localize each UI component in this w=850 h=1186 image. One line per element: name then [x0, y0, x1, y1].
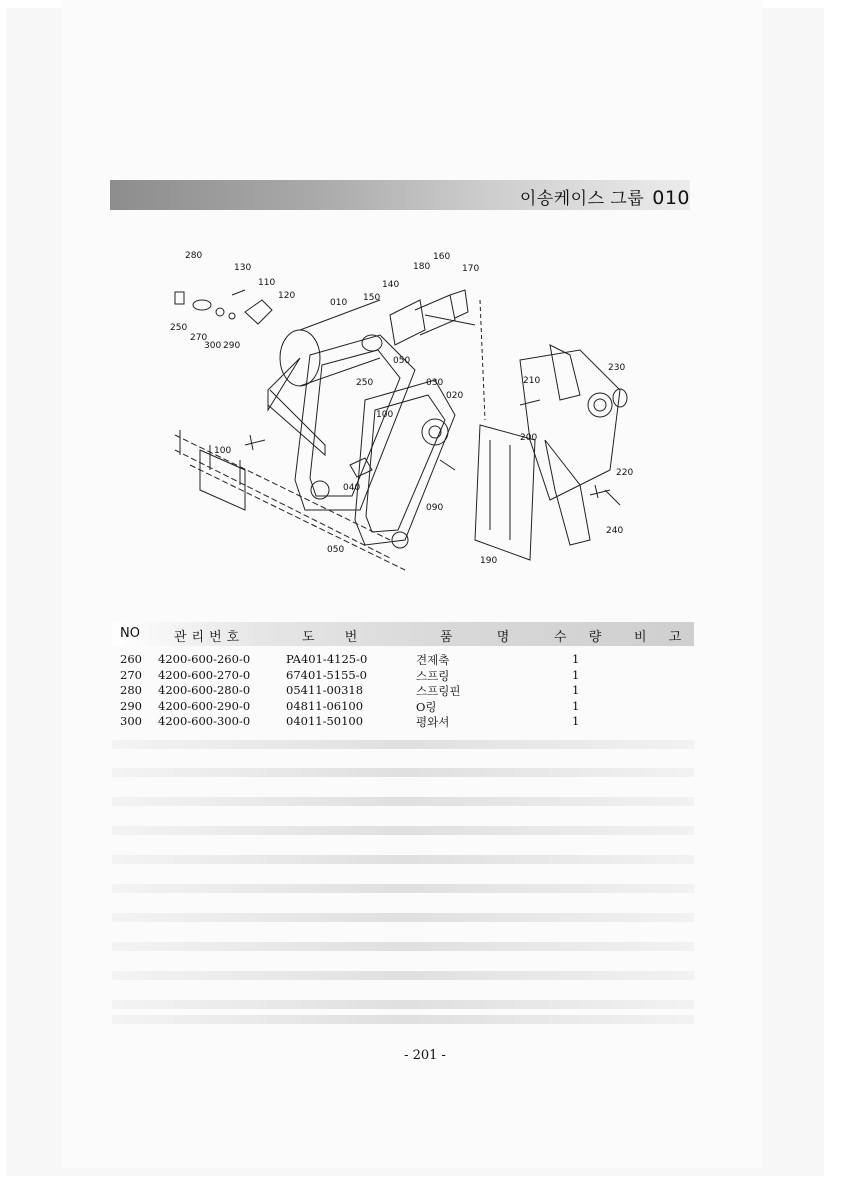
cell-drawing-no: PA401-4125-0 — [286, 652, 368, 666]
part-callout: 300 — [204, 341, 222, 351]
cell-part-no: 4200-600-280-0 — [158, 683, 251, 697]
cell-name: 평와셔 — [416, 715, 450, 729]
part-callout: 200 — [520, 433, 538, 443]
scan-artifact — [112, 855, 694, 864]
cell-no: 280 — [120, 683, 142, 697]
scan-artifact — [112, 1000, 694, 1009]
scan-artifact — [112, 826, 694, 835]
part-callout: 150 — [363, 293, 381, 303]
cell-name: 스프링 — [416, 668, 450, 683]
part-callout: 250 — [356, 378, 374, 388]
table-row — [112, 699, 694, 715]
scan-artifact — [112, 971, 694, 980]
part-callout: 220 — [616, 468, 634, 478]
col-part-no: 관리번호 — [174, 630, 245, 645]
scan-artifact — [112, 768, 694, 777]
cell-no: 300 — [120, 714, 142, 728]
page-number: - 201 - — [404, 1048, 446, 1063]
col-no: NO — [120, 626, 140, 641]
part-callout: 250 — [170, 323, 188, 333]
part-callout: 010 — [330, 298, 348, 308]
cell-qty: 1 — [572, 714, 580, 728]
part-callout: 130 — [234, 263, 252, 273]
cell-qty: 1 — [572, 683, 580, 697]
part-callout: 210 — [523, 376, 541, 386]
exploded-parts-diagram — [150, 240, 660, 595]
group-code: 010 — [652, 187, 690, 209]
cell-qty: 1 — [572, 698, 580, 713]
cell-part-no: 4200-600-270-0 — [158, 667, 251, 682]
parts-table-body — [112, 652, 694, 730]
cell-no: 260 — [120, 652, 142, 666]
cell-drawing-no: 04811-06100 — [286, 698, 364, 713]
part-callout: 140 — [382, 280, 400, 290]
table-row — [112, 714, 694, 730]
table-row — [112, 668, 694, 684]
part-callout: 170 — [462, 264, 480, 274]
table-row — [112, 683, 694, 699]
part-callout: 190 — [480, 556, 498, 566]
cell-qty: 1 — [572, 652, 580, 666]
part-callout: 100 — [214, 446, 232, 456]
part-callout: 030 — [426, 378, 444, 388]
part-callout: 290 — [223, 341, 241, 351]
scan-artifact — [112, 797, 694, 806]
cell-drawing-no: 67401-5155-0 — [286, 667, 367, 682]
cell-part-no: 4200-600-290-0 — [158, 698, 251, 713]
part-callout: 050 — [327, 545, 345, 555]
part-callout: 280 — [185, 251, 203, 261]
col-remarks: 비 고 — [634, 630, 682, 645]
cell-part-no: 4200-600-300-0 — [158, 714, 251, 728]
part-callout: 240 — [606, 526, 624, 536]
cell-drawing-no: 05411-00318 — [286, 683, 364, 697]
cell-part-no: 4200-600-260-0 — [158, 652, 251, 666]
scan-artifact — [112, 913, 694, 922]
cell-name: 견제축 — [416, 653, 450, 667]
scan-artifact — [112, 942, 694, 951]
parts-drawing — [150, 240, 660, 595]
scan-artifact — [112, 740, 694, 749]
cell-name: O링 — [416, 699, 437, 714]
table-row — [112, 652, 694, 668]
part-callout: 050 — [393, 356, 411, 366]
part-callout: 160 — [433, 252, 451, 262]
cell-no: 290 — [120, 698, 142, 713]
part-callout: 230 — [608, 363, 626, 373]
scan-artifact — [112, 1015, 694, 1024]
part-callout: 120 — [278, 291, 296, 301]
part-callout: 100 — [376, 410, 394, 420]
col-name: 품 명 — [440, 630, 510, 645]
part-callout: 040 — [343, 483, 361, 493]
part-callout: 270 — [190, 333, 208, 343]
part-callout: 090 — [426, 503, 444, 513]
cell-no: 270 — [120, 667, 142, 682]
part-callout: 180 — [413, 262, 431, 272]
parts-table-header — [112, 622, 694, 646]
cell-drawing-no: 04011-50100 — [286, 714, 364, 728]
part-callout: 110 — [258, 278, 276, 288]
cell-qty: 1 — [572, 667, 580, 682]
section-title-text: 이송케이스 그룹 — [519, 189, 645, 209]
section-header — [110, 180, 690, 210]
col-drawing-no: 도 번 — [302, 630, 358, 645]
part-callout: 020 — [446, 391, 464, 401]
section-title — [520, 184, 690, 209]
cell-name: 스프링핀 — [416, 684, 461, 698]
col-qty: 수 량 — [554, 630, 602, 645]
scan-artifact — [112, 884, 694, 893]
